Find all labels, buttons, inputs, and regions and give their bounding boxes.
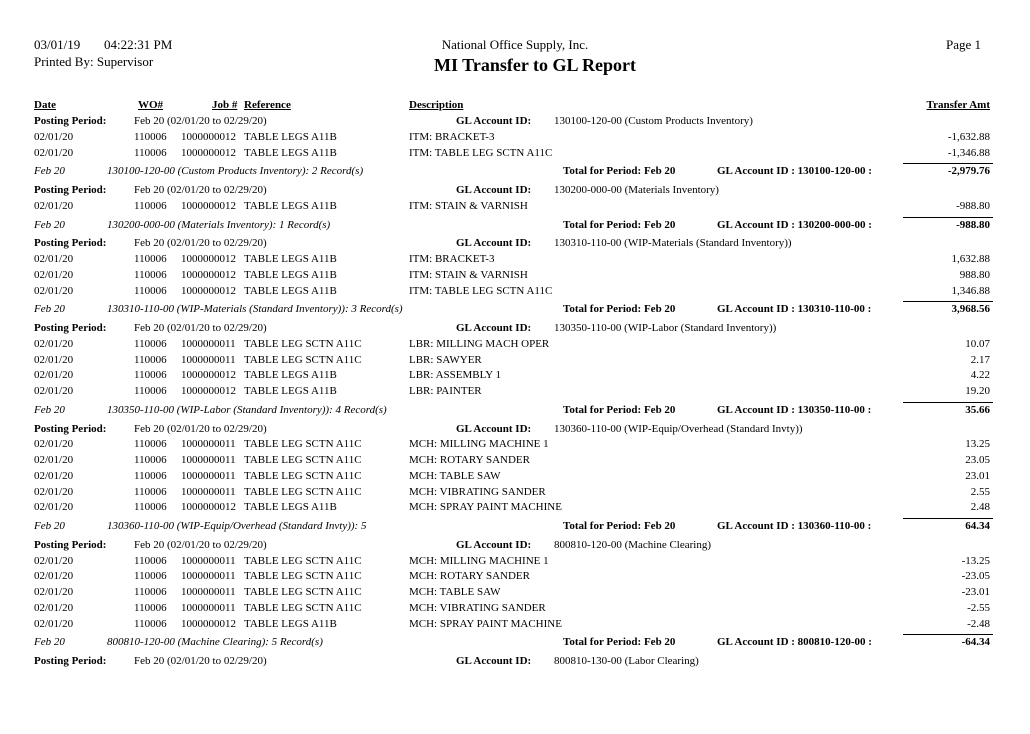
total-rule: [903, 301, 993, 302]
printed-by: Printed By: Supervisor: [34, 54, 154, 69]
row-wo: 110006: [134, 353, 167, 366]
total-gl-account: GL Account ID : 130200-000-00 :: [717, 218, 872, 231]
row-wo: 110006: [134, 146, 167, 159]
total-period-label: Total for Period: Feb 20: [563, 218, 676, 231]
gl-account-value: 800810-130-00 (Labor Clearing): [554, 655, 699, 667]
summary-account: 130310-110-00 (WIP-Materials (Standard Inventory)): 3 Record(s): [107, 303, 403, 316]
gl-account-value: 130360-110-00 (WIP-Equip/Overhead (Standard Invty)): [554, 422, 803, 435]
row-description: LBR: MILLING MACH OPER: [409, 337, 550, 350]
table-row: [0, 285, 1030, 301]
print-time: 04:22:31 PM: [104, 37, 173, 52]
total-rule: [903, 163, 993, 164]
gl-account-label: GL Account ID:: [456, 322, 532, 334]
row-amount: 1,632.88: [951, 253, 990, 265]
row-date: 02/01/20: [34, 369, 74, 382]
total-rule: [903, 217, 993, 218]
col-reference: Reference: [244, 99, 291, 111]
table-row: [0, 454, 1030, 470]
gl-account-label: GL Account ID:: [456, 237, 532, 250]
row-date: 02/01/20: [34, 130, 74, 143]
row-amount: 2.55: [970, 485, 990, 498]
row-amount: 4.22: [970, 369, 990, 382]
row-wo: 110006: [134, 501, 167, 514]
posting-period-value: Feb 20 (02/01/20 to 02/29/20): [134, 422, 267, 435]
row-reference: TABLE LEG SCTN A11C: [244, 601, 362, 614]
row-date: 02/01/20: [34, 199, 74, 212]
row-job: 1000000011: [181, 454, 236, 466]
row-date: 02/01/20: [34, 601, 74, 614]
row-job: 1000000011: [181, 469, 236, 482]
posting-period-value: Feb 20 (02/01/20 to 02/29/20): [134, 655, 267, 667]
group-total: 3,968.56: [951, 303, 990, 316]
group-summary-row: [0, 520, 1030, 536]
row-reference: TABLE LEG SCTN A11C: [244, 570, 362, 583]
row-description: MCH: SPRAY PAINT MACHINE: [409, 501, 562, 514]
table-row: [0, 253, 1030, 269]
posting-period-label: Posting Period:: [34, 115, 107, 127]
row-wo: 110006: [134, 253, 167, 265]
row-description: ITM: BRACKET-3: [409, 130, 495, 143]
table-row: [0, 369, 1030, 385]
row-job: 1000000011: [181, 570, 236, 583]
col-transfer-amt: Transfer Amt: [926, 99, 990, 111]
gl-account-value: 130310-110-00 (WIP-Materials (Standard Inventory)): [554, 237, 792, 250]
row-reference: TABLE LEG SCTN A11C: [244, 586, 362, 598]
row-date: 02/01/20: [34, 469, 74, 482]
row-job: 1000000012: [181, 385, 236, 397]
row-reference: TABLE LEGS A11B: [244, 369, 337, 382]
row-amount: 10.07: [965, 337, 990, 350]
summary-period: Feb 20: [34, 403, 65, 416]
table-row: [0, 501, 1030, 517]
table-row: [0, 131, 1030, 147]
table-row: [0, 269, 1030, 285]
summary-account: 130360-110-00 (WIP-Equip/Overhead (Standard Invty)): 5: [107, 520, 367, 532]
row-reference: TABLE LEGS A11B: [244, 268, 337, 281]
row-job: 1000000011: [181, 586, 236, 598]
row-reference: TABLE LEG SCTN A11C: [244, 337, 362, 350]
total-period-label: Total for Period: Feb 20: [563, 303, 676, 316]
posting-period-value: Feb 20 (02/01/20 to 02/29/20): [134, 184, 267, 196]
row-amount: -2.48: [967, 617, 990, 630]
summary-account: 130100-120-00 (Custom Products Inventory): 2 Record(s): [107, 165, 364, 178]
row-description: ITM: STAIN & VARNISH: [409, 268, 528, 281]
row-description: MCH: ROTARY SANDER: [409, 570, 530, 583]
row-date: 02/01/20: [34, 253, 74, 265]
col-date: Date: [34, 99, 56, 111]
row-date: 02/01/20: [34, 501, 74, 514]
row-date: 02/01/20: [34, 554, 74, 567]
summary-period: Feb 20: [34, 165, 65, 178]
table-row: [0, 555, 1030, 571]
table-row: [0, 470, 1030, 486]
row-wo: 110006: [134, 130, 167, 143]
posting-period-row: [0, 115, 1030, 131]
row-description: ITM: STAIN & VARNISH: [409, 199, 528, 212]
table-row: [0, 147, 1030, 163]
gl-account-value: 130200-000-00 (Materials Inventory): [554, 184, 719, 196]
report-title: MI Transfer to GL Report: [434, 55, 636, 75]
posting-period-label: Posting Period:: [34, 322, 107, 334]
table-row: [0, 586, 1030, 602]
row-description: ITM: TABLE LEG SCTN A11C: [409, 146, 553, 159]
row-amount: 2.17: [970, 353, 990, 366]
posting-period-row: [0, 184, 1030, 200]
row-amount: 1,346.88: [951, 284, 990, 297]
gl-account-value: 130350-110-00 (WIP-Labor (Standard Inventory)): [554, 322, 777, 334]
gl-account-label: GL Account ID:: [456, 655, 532, 667]
table-row: [0, 338, 1030, 354]
posting-period-value: Feb 20 (02/01/20 to 02/29/20): [134, 538, 267, 551]
row-description: LBR: PAINTER: [409, 385, 482, 397]
summary-account: 130350-110-00 (WIP-Labor (Standard Inventory)): 4 Record(s): [107, 403, 387, 416]
row-amount: -23.05: [961, 570, 990, 583]
row-reference: TABLE LEG SCTN A11C: [244, 485, 362, 498]
row-wo: 110006: [134, 337, 167, 350]
row-job: 1000000011: [181, 337, 236, 350]
row-description: MCH: VIBRATING SANDER: [409, 601, 546, 614]
row-job: 1000000011: [181, 353, 236, 366]
row-job: 1000000012: [181, 284, 236, 297]
row-wo: 110006: [134, 284, 167, 297]
row-wo: 110006: [134, 454, 167, 466]
row-description: LBR: SAWYER: [409, 353, 482, 366]
gl-account-value: 130100-120-00 (Custom Products Inventory): [554, 115, 753, 127]
total-rule: [903, 402, 993, 403]
col-job: Job #: [212, 99, 238, 111]
row-date: 02/01/20: [34, 385, 74, 397]
total-gl-account: GL Account ID : 800810-120-00 :: [717, 636, 872, 649]
posting-period-row: [0, 237, 1030, 253]
total-gl-account: GL Account ID : 130350-110-00 :: [717, 403, 872, 416]
total-period-label: Total for Period: Feb 20: [563, 520, 676, 532]
posting-period-value: Feb 20 (02/01/20 to 02/29/20): [134, 322, 267, 334]
row-date: 02/01/20: [34, 268, 74, 281]
row-reference: TABLE LEG SCTN A11C: [244, 454, 362, 466]
row-job: 1000000012: [181, 501, 236, 514]
row-amount: 13.25: [965, 438, 990, 451]
row-description: MCH: VIBRATING SANDER: [409, 485, 546, 498]
gl-account-label: GL Account ID:: [456, 115, 532, 127]
group-summary-row: [0, 303, 1030, 319]
posting-period-label: Posting Period:: [34, 237, 107, 250]
gl-account-label: GL Account ID:: [456, 538, 532, 551]
row-job: 1000000012: [181, 199, 236, 212]
row-wo: 110006: [134, 268, 167, 281]
total-period-label: Total for Period: Feb 20: [563, 636, 676, 649]
row-job: 1000000011: [181, 438, 236, 451]
posting-period-row: [0, 322, 1030, 338]
row-reference: TABLE LEGS A11B: [244, 284, 337, 297]
group-summary-row: [0, 404, 1030, 420]
total-rule: [903, 518, 993, 519]
posting-period-value: Feb 20 (02/01/20 to 02/29/20): [134, 237, 267, 250]
row-wo: 110006: [134, 586, 167, 598]
row-wo: 110006: [134, 369, 167, 382]
gl-account-value: 800810-120-00 (Machine Clearing): [554, 538, 712, 551]
row-description: MCH: MILLING MACHINE 1: [409, 438, 549, 451]
table-row: [0, 385, 1030, 401]
row-job: 1000000011: [181, 485, 236, 498]
group-total: -988.80: [956, 218, 990, 231]
posting-period-label: Posting Period:: [34, 655, 107, 667]
row-reference: TABLE LEG SCTN A11C: [244, 554, 362, 567]
total-gl-account: GL Account ID : 130100-120-00 :: [717, 165, 872, 178]
row-amount: -1,346.88: [947, 146, 990, 159]
print-date: 03/01/19: [34, 37, 81, 52]
total-rule: [903, 634, 993, 635]
row-reference: TABLE LEGS A11B: [244, 501, 337, 514]
row-description: MCH: TABLE SAW: [409, 586, 501, 598]
posting-period-row: [0, 655, 1030, 671]
row-reference: TABLE LEG SCTN A11C: [244, 353, 362, 366]
posting-period-label: Posting Period:: [34, 538, 107, 551]
row-description: ITM: TABLE LEG SCTN A11C: [409, 284, 553, 297]
row-date: 02/01/20: [34, 284, 74, 297]
row-description: MCH: ROTARY SANDER: [409, 454, 530, 466]
summary-period: Feb 20: [34, 303, 65, 316]
row-description: LBR: ASSEMBLY 1: [409, 369, 502, 382]
row-reference: TABLE LEGS A11B: [244, 617, 337, 630]
row-wo: 110006: [134, 469, 167, 482]
row-amount: -13.25: [961, 554, 990, 567]
row-date: 02/01/20: [34, 617, 74, 630]
row-description: MCH: MILLING MACHINE 1: [409, 554, 549, 567]
posting-period-label: Posting Period:: [34, 184, 107, 196]
posting-period-label: Posting Period:: [34, 422, 107, 435]
row-amount: 988.80: [959, 268, 990, 281]
row-job: 1000000012: [181, 146, 236, 159]
row-reference: TABLE LEGS A11B: [244, 385, 337, 397]
row-date: 02/01/20: [34, 454, 74, 466]
row-wo: 110006: [134, 601, 167, 614]
row-amount: 23.05: [965, 454, 990, 466]
table-row: [0, 438, 1030, 454]
row-amount: -988.80: [956, 199, 990, 212]
row-description: MCH: SPRAY PAINT MACHINE: [409, 617, 562, 630]
summary-period: Feb 20: [34, 218, 65, 231]
row-wo: 110006: [134, 385, 167, 397]
total-gl-account: GL Account ID : 130310-110-00 :: [717, 303, 872, 316]
group-summary-row: [0, 165, 1030, 181]
row-job: 1000000012: [181, 253, 236, 265]
group-total: -64.34: [961, 636, 990, 649]
col-description: Description: [409, 99, 464, 111]
row-wo: 110006: [134, 199, 167, 212]
summary-period: Feb 20: [34, 636, 65, 649]
row-job: 1000000012: [181, 369, 236, 382]
row-amount: 19.20: [965, 385, 990, 397]
row-description: ITM: BRACKET-3: [409, 253, 495, 265]
row-reference: TABLE LEGS A11B: [244, 130, 337, 143]
posting-period-row: [0, 539, 1030, 555]
row-amount: -23.01: [961, 586, 990, 598]
row-amount: -2.55: [967, 601, 990, 614]
total-gl-account: GL Account ID : 130360-110-00 :: [717, 520, 872, 532]
row-job: 1000000012: [181, 617, 236, 630]
row-date: 02/01/20: [34, 438, 74, 451]
row-wo: 110006: [134, 570, 167, 583]
row-reference: TABLE LEGS A11B: [244, 253, 337, 265]
group-summary-row: [0, 636, 1030, 652]
page-number: Page 1: [946, 37, 982, 52]
row-job: 1000000011: [181, 554, 236, 567]
row-date: 02/01/20: [34, 570, 74, 583]
group-total: 35.66: [965, 403, 990, 416]
table-row: [0, 618, 1030, 634]
group-summary-row: [0, 219, 1030, 235]
row-wo: 110006: [134, 554, 167, 567]
table-row: [0, 354, 1030, 370]
total-period-label: Total for Period: Feb 20: [563, 403, 676, 416]
summary-account: 130200-000-00 (Materials Inventory): 1 Record(s): [107, 218, 331, 231]
table-row: [0, 486, 1030, 502]
row-reference: TABLE LEG SCTN A11C: [244, 469, 362, 482]
row-date: 02/01/20: [34, 337, 74, 350]
posting-period-row: [0, 423, 1030, 439]
table-row: [0, 200, 1030, 216]
row-date: 02/01/20: [34, 485, 74, 498]
summary-account: 800810-120-00 (Machine Clearing): 5 Record(s): [107, 636, 323, 649]
row-date: 02/01/20: [34, 353, 74, 366]
group-total: 64.34: [965, 520, 990, 532]
row-amount: 23.01: [965, 469, 990, 482]
row-reference: TABLE LEG SCTN A11C: [244, 438, 362, 451]
row-date: 02/01/20: [34, 146, 74, 159]
col-wo: WO#: [138, 99, 164, 111]
group-total: -2,979.76: [947, 165, 990, 178]
row-description: MCH: TABLE SAW: [409, 469, 501, 482]
row-date: 02/01/20: [34, 586, 74, 598]
row-job: 1000000012: [181, 268, 236, 281]
posting-period-value: Feb 20 (02/01/20 to 02/29/20): [134, 115, 267, 127]
summary-period: Feb 20: [34, 520, 65, 532]
row-job: 1000000012: [181, 130, 236, 143]
row-job: 1000000011: [181, 601, 236, 614]
row-reference: TABLE LEGS A11B: [244, 146, 337, 159]
row-reference: TABLE LEGS A11B: [244, 199, 337, 212]
table-row: [0, 602, 1030, 618]
row-wo: 110006: [134, 438, 167, 451]
row-amount: -1,632.88: [947, 130, 990, 143]
total-period-label: Total for Period: Feb 20: [563, 165, 676, 178]
table-row: [0, 570, 1030, 586]
row-wo: 110006: [134, 617, 167, 630]
gl-account-label: GL Account ID:: [456, 422, 532, 435]
row-amount: 2.48: [970, 501, 990, 514]
gl-account-label: GL Account ID:: [456, 184, 532, 196]
company-name: National Office Supply, Inc.: [441, 37, 589, 52]
row-wo: 110006: [134, 485, 167, 498]
